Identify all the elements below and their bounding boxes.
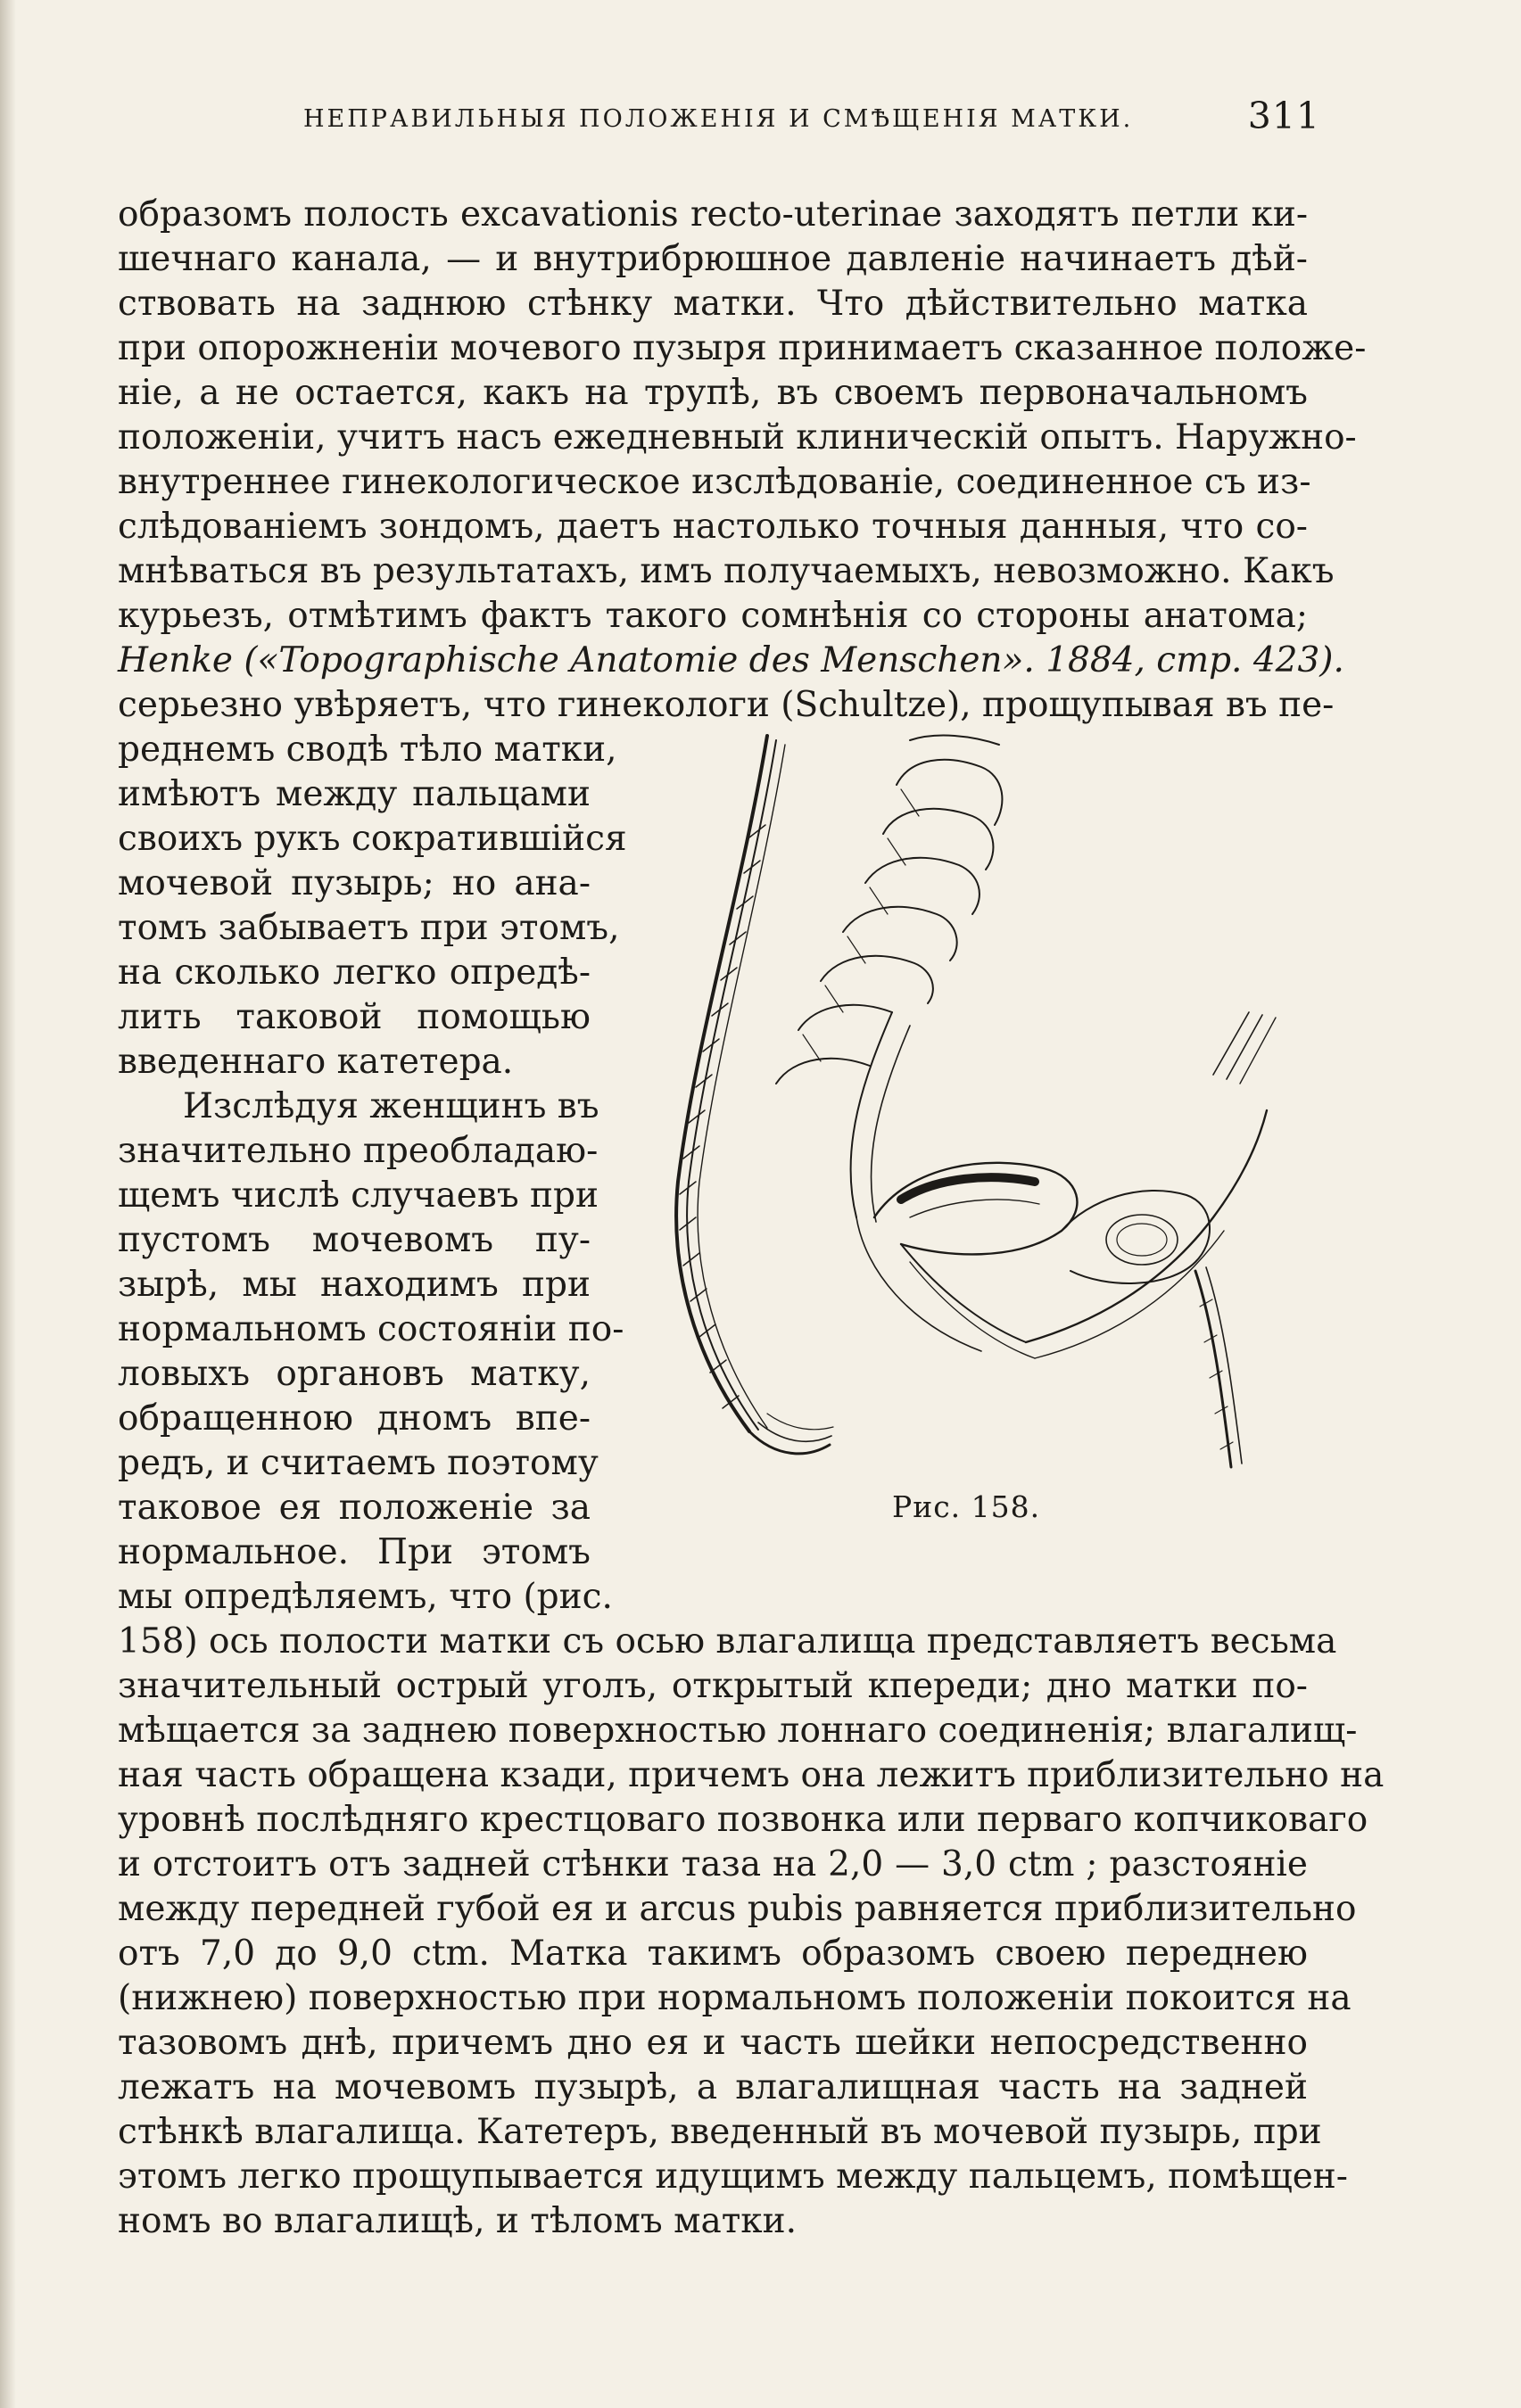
text-line: нормальномъ состояніи по-: [118, 1309, 624, 1349]
text-line-paragraph-start: Изслѣдуя женщинъ въ: [183, 1086, 599, 1126]
text-line: шечнаго канала, — и внутрибрюшное давленіе начинаетъ дѣй-: [118, 239, 1308, 279]
text-line: стѣнкѣ влагалища. Катетеръ, введенный въ мочевой пузырь, при: [118, 2112, 1322, 2152]
running-title: НЕПРАВИЛЬНЫЯ ПОЛОЖЕНІЯ И СМѢЩЕНІЯ МАТКИ.: [303, 105, 1134, 133]
text-line: лить таковой помощью: [118, 997, 591, 1037]
anatomical-figure-158: [642, 718, 1285, 1503]
text-line: образомъ полость excavationis recto-uterinae заходятъ петли ки-: [118, 194, 1308, 235]
text-line: редъ, и считаемъ поэтому: [118, 1443, 599, 1483]
figure-caption: Рис. 158.: [892, 1489, 1041, 1524]
text-line: зырѣ, мы находимъ при: [118, 1265, 591, 1305]
text-line: внутреннее гинекологическое изслѣдованіе, соединенное съ из-: [118, 462, 1311, 502]
text-line: нормальное. При этомъ: [118, 1532, 591, 1572]
text-line: положеніи, учитъ насъ ежедневный клиническій опытъ. Наружно-: [118, 417, 1357, 458]
page-edge-shadow: [0, 0, 16, 2408]
text-line: 158) ось полости матки съ осью влагалища представляетъ весьма: [118, 1621, 1337, 1662]
text-line: пустомъ мочевомъ пу-: [118, 1220, 591, 1260]
text-line: щемъ числѣ случаевъ при: [118, 1175, 599, 1216]
pelvis-sagittal-engraving: [642, 718, 1285, 1503]
text-line: серьезно увѣряетъ, что гинекологи (Schultze), прощупывая въ пе-: [118, 685, 1335, 725]
text-line: отъ 7,0 до 9,0 ctm. Матка такимъ образомъ своею переднею: [118, 1934, 1308, 1974]
text-line: мочевой пузырь; но ана-: [118, 863, 591, 903]
text-line: слѣдованіемъ зондомъ, даетъ настолько точныя данныя, что со-: [118, 507, 1308, 547]
text-line: значительный острый уголъ, открытый кпереди; дно матки по-: [118, 1666, 1308, 1706]
text-line: тазовомъ днѣ, причемъ дно ея и часть шейки непосредственно: [118, 2023, 1308, 2063]
text-line: мы опредѣляемъ, что (рис.: [118, 1577, 613, 1617]
page-number: 311: [1247, 95, 1320, 137]
text-line: лежатъ на мочевомъ пузырѣ, а влагалищная часть на задней: [118, 2067, 1308, 2107]
text-line: между передней губой ея и arcus pubis равняется приблизительно: [118, 1889, 1357, 1929]
text-line: обращенною дномъ впе-: [118, 1398, 591, 1439]
text-line: ная часть обращена кзади, причемъ она лежитъ приблизительно на: [118, 1755, 1385, 1795]
text-line: при опорожненіи мочевого пузыря принимаетъ сказанное положе-: [118, 328, 1367, 368]
text-line: номъ во влагалищѣ, и тѣломъ матки.: [118, 2201, 798, 2241]
text-line: таковое ея положеніе за: [118, 1488, 591, 1528]
text-line: значительно преобладаю-: [118, 1131, 599, 1171]
text-line: (нижнею) поверхностью при нормальномъ положеніи покоится на: [118, 1978, 1352, 2018]
text-line: мѣщается за заднею поверхностью лоннаго соединенія; влагалищ-: [118, 1711, 1358, 1751]
text-line: имѣютъ между пальцами: [118, 774, 591, 814]
text-line: ніе, а не остается, какъ на трупѣ, въ своемъ первоначальномъ: [118, 373, 1308, 413]
text-line: своихъ рукъ сократившійся: [118, 819, 627, 859]
text-line: курьезъ, отмѣтимъ фактъ такого сомнѣнія со стороны анатома;: [118, 596, 1308, 636]
text-line: мнѣваться въ результатахъ, имъ получаемыхъ, невозможно. Какъ: [118, 551, 1335, 591]
text-line: реднемъ сводѣ тѣло матки,: [118, 730, 617, 770]
text-line: ловыхъ органовъ матку,: [118, 1354, 591, 1394]
text-line: на сколько легко опредѣ-: [118, 952, 591, 993]
text-line: введеннаго катетера.: [118, 1042, 514, 1082]
text-line: ствовать на заднюю стѣнку матки. Что дѣйствительно матка: [118, 284, 1308, 324]
text-line: томъ забываетъ при этомъ,: [118, 908, 620, 948]
text-line: этомъ легко прощупывается идущимъ между пальцемъ, помѣщен-: [118, 2156, 1348, 2197]
text-line-citation: Henke («Topographische Anatomie des Menschen». 1884, стр. 423).: [118, 640, 1344, 680]
text-line: уровнѣ послѣдняго крестцоваго позвонка или перваго копчиковаго: [118, 1800, 1368, 1840]
running-header: [303, 95, 1320, 137]
text-line: и отстоитъ отъ задней стѣнки таза на 2,0 — 3,0 ctm ; разстояніе: [118, 1844, 1308, 1884]
